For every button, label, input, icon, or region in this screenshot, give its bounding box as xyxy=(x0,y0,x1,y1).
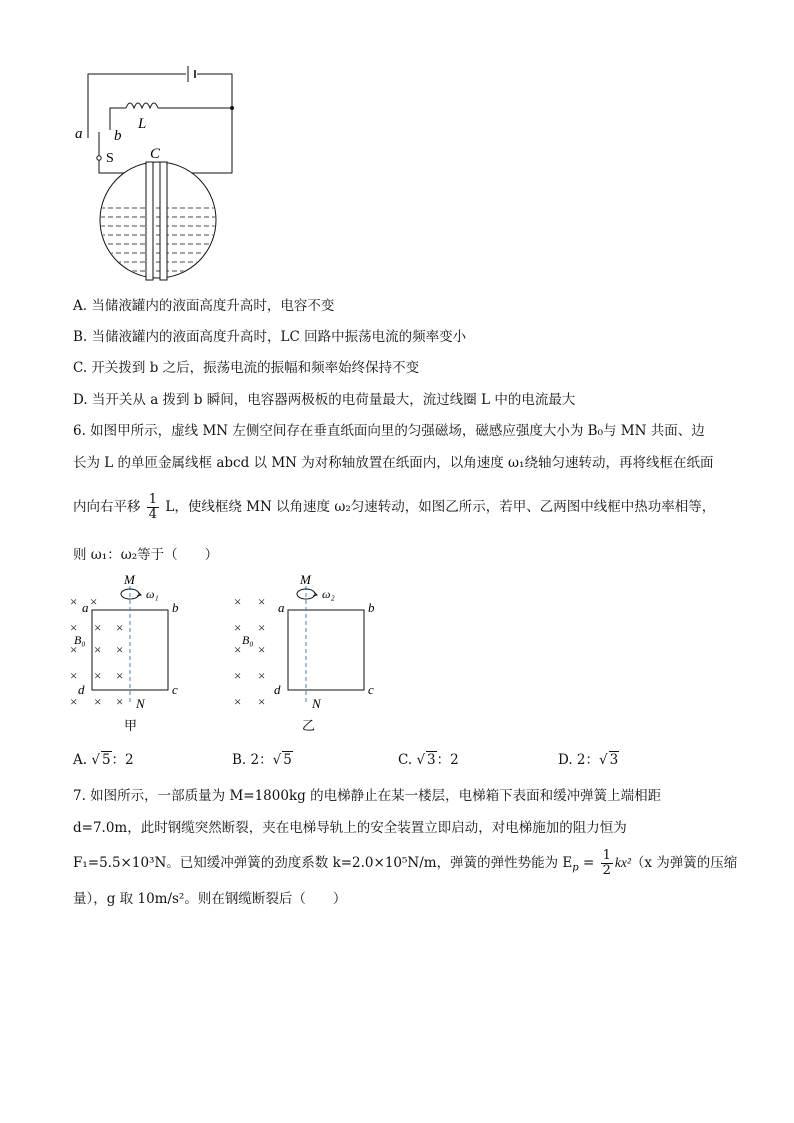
caption-yi: 乙 xyxy=(302,718,316,733)
sqrt-sign: √ xyxy=(272,752,282,768)
q5-choice-d: D. 当开关从 a 拨到 b 瞬间，电容器两极板的电荷量最大，流过线圈 L 中的电流最大 xyxy=(73,392,576,408)
svg-text:c: c xyxy=(172,682,178,697)
svg-text:×: × xyxy=(116,642,124,657)
caption-jia: 甲 xyxy=(124,718,138,733)
svg-text:c: c xyxy=(368,682,374,697)
svg-text:×: × xyxy=(94,668,102,683)
svg-text:d: d xyxy=(274,682,281,697)
q6-line1: 6. 如图甲所示，虚线 MN 左侧空间存在垂直纸面向里的匀强磁场，磁感应强度大小为 B₀与 MN 共面、边 xyxy=(73,423,705,439)
svg-text:×: × xyxy=(90,594,98,609)
svg-text:b: b xyxy=(172,600,179,615)
svg-text:×: × xyxy=(234,594,242,609)
svg-text:×: × xyxy=(234,668,242,683)
figure-yi xyxy=(234,572,375,733)
svg-text:×: × xyxy=(70,620,78,635)
svg-text:×: × xyxy=(258,594,266,609)
svg-text:×: × xyxy=(94,642,102,657)
q6-line3 xyxy=(73,490,715,524)
q7-line4: 量），g 取 10m/s²。则在钢缆断裂后（ ） xyxy=(73,891,347,907)
label-C: C xyxy=(150,146,161,162)
svg-text:×: × xyxy=(258,642,266,657)
label-a: a xyxy=(75,126,83,142)
q6-line2: 长为 L 的单匝金属线框 abcd 以 MN 为对称轴放置在纸面内，以角速度 ω₁绕轴匀速转动，再将线框在纸面 xyxy=(73,455,714,471)
q6-choice-d: D. 2：√ 3 xyxy=(558,752,619,768)
q7-line3: F₁=5.5×10³N。已知缓冲弹簧的劲度系数 k=2.0×10⁵N/m，弹簧的弹性势能为 $E_p$ = $\frac{1}{2}$ kx²（x 为弹簧的压缩 xyxy=(73,848,738,878)
svg-text:×: × xyxy=(116,668,124,683)
svg-text:×: × xyxy=(234,694,242,709)
svg-text:×: × xyxy=(70,594,78,609)
label-S: S xyxy=(106,151,114,166)
svg-text:B₀: B₀ xyxy=(74,633,86,647)
fraction-half: $\frac{1}{2}$ xyxy=(602,848,611,878)
q7-line1: 7. 如图所示，一部质量为 M=1800kg 的电梯静止在某一楼层，电梯箱下表面和缓冲弹簧上端相距 xyxy=(73,788,662,804)
label-L: L xyxy=(138,116,147,132)
svg-text:N: N xyxy=(136,696,145,711)
svg-text:×: × xyxy=(94,620,102,635)
svg-text:×: × xyxy=(70,668,78,683)
svg-text:M: M xyxy=(124,572,135,587)
svg-text:×: × xyxy=(70,694,78,709)
svg-text:a: a xyxy=(278,600,285,615)
svg-text:×: × xyxy=(234,620,242,635)
svg-text:d: d xyxy=(78,682,85,697)
sqrt-sign: √ xyxy=(599,752,608,768)
q6-choice-a: A. √ 5：2 xyxy=(73,752,134,768)
svg-text:×: × xyxy=(94,694,102,709)
svg-text:×: × xyxy=(258,668,266,683)
svg-text:×: × xyxy=(258,694,266,709)
fraction-quarter: $\frac{1}{4}$ xyxy=(148,492,158,522)
svg-text:×: × xyxy=(116,694,124,709)
svg-text:M: M xyxy=(300,572,311,587)
q5-choice-b: B. 当储液罐内的液面高度升高时，LC 回路中振荡电流的频率变小 xyxy=(73,329,467,345)
svg-text:B₀: B₀ xyxy=(242,633,254,647)
q6-choice-c: C. √ 3：2 xyxy=(398,752,459,768)
figure-jia xyxy=(70,572,179,733)
q6-choice-b: B. 2：√ 5 xyxy=(232,752,292,768)
sqrt-sign: √ xyxy=(91,752,100,768)
label-b: b xyxy=(114,128,122,144)
svg-text:×: × xyxy=(234,642,242,657)
q7-line2: d=7.0m，此时钢缆突然断裂，夹在电梯导轨上的安全装置立即启动，对电梯施加的阻力恒为 xyxy=(73,820,627,836)
q6-line4: 则 ω₁：ω₂等于（ ） xyxy=(73,547,219,563)
svg-text:ω₂: ω₂ xyxy=(322,587,335,601)
q6-figure xyxy=(66,570,396,740)
svg-text:×: × xyxy=(116,620,124,635)
svg-text:a: a xyxy=(82,600,89,615)
sqrt-sign: √ xyxy=(416,752,426,768)
svg-text:×: × xyxy=(70,642,78,657)
q6-line3-post: L，使线框绕 MN 以角速度 ω₂匀速转动，如图乙所示，若甲、乙两图中线框中热功率相等， xyxy=(165,499,716,515)
q6-line3-pre: 内向右平移 xyxy=(73,499,141,515)
svg-text:×: × xyxy=(258,620,266,635)
svg-text:b: b xyxy=(368,600,375,615)
q5-choice-a: A. 当储液罐内的液面高度升高时，电容不变 xyxy=(73,298,335,314)
circuit-figure xyxy=(70,58,260,290)
svg-text:N: N xyxy=(312,696,321,711)
svg-text:ω₁: ω₁ xyxy=(146,587,159,601)
q5-choice-c: C. 开关拨到 b 之后，振荡电流的振幅和频率始终保持不变 xyxy=(73,360,420,376)
